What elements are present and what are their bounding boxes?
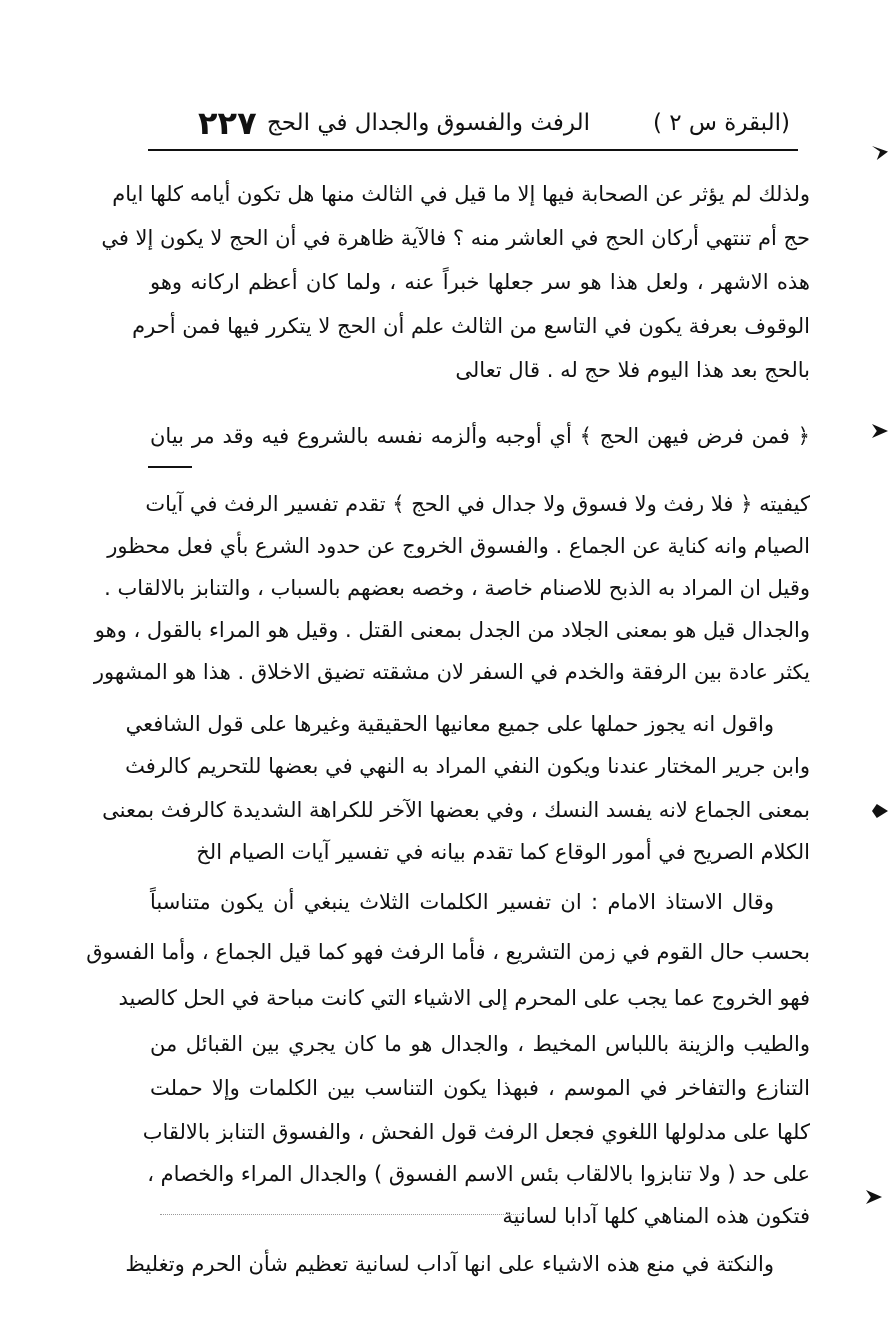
text-line: بحسب حال القوم في زمن التشريع ، فأما الرفث فهو كما قيل الجماع ، وأما الفسوق bbox=[86, 940, 810, 964]
text-line: يكثر عادة بين الرفقة والخدم في السفر لان مشقته تضيق الاخلاق . هذا هو المشهور bbox=[93, 660, 810, 684]
text-line: ولذلك لم يؤثر عن الصحابة فيها إلا ما قيل في الثالث منها هل تكون أيامه كلها ايام bbox=[112, 182, 810, 206]
text-line: حج أم تنتهي أركان الحج في العاشر منه ؟ فالآية ظاهرة في أن الحج لا يكون إلا في bbox=[101, 226, 810, 250]
page-header bbox=[150, 104, 790, 148]
text-line: بمعنى الجماع لانه يفسد النسك ، وفي بعضها الآخر للكراهة الشديدة كالرفث بمعنى bbox=[102, 798, 810, 822]
text-line: هذه الاشهر ، ولعل هذا هو سر جعلها خبراً عنه ، ولما كان أعظم اركانه وهو bbox=[150, 270, 810, 294]
text-line: فهو الخروج عما يجب على المحرم إلى الاشياء التي كانت مباحة في الحل كالصيد bbox=[118, 986, 810, 1010]
text-line: الصيام وانه كناية عن الجماع . والفسوق الخروج عن حدود الشرع بأي فعل محظور bbox=[107, 534, 810, 558]
header-title: الرفث والفسوق والجدال في الحج bbox=[266, 110, 590, 136]
text-line: الكلام الصريح في أمور الوقاع كما تقدم بيانه في تفسير آيات الصيام الخ bbox=[196, 840, 810, 864]
text-line: والنكتة في منع هذه الاشياء على انها آداب لسانية تعظيم شأن الحرم وتغليظ bbox=[125, 1252, 774, 1276]
text-line: بالحج بعد هذا اليوم فلا حج له . قال تعالى bbox=[455, 358, 810, 382]
text-line: التنازع والتفاخر في الموسم ، فبهذا يكون التناسب بين الكلمات وإلا حملت bbox=[150, 1076, 810, 1100]
text-line: كلها على مدلولها اللغوي فجعل الرفث قول الفحش ، والفسوق التنابز بالالقاب bbox=[142, 1120, 810, 1144]
text-line: فتكون هذه المناهي كلها آدابا لسانية bbox=[502, 1204, 810, 1228]
section-divider bbox=[148, 466, 192, 468]
margin-arrow-icon bbox=[872, 146, 888, 160]
header-section-ref: (البقرة س ٢ ) bbox=[652, 110, 790, 136]
text-line: والطيب والزينة باللباس المخيط ، والجدال هو ما كان يجري بين القبائل من bbox=[150, 1032, 810, 1056]
text-line: كيفيته ﴿ فلا رفث ولا فسوق ولا جدال في الحج ﴾ تقدم تفسير الرفث في آيات bbox=[145, 492, 810, 516]
margin-arrow-icon bbox=[866, 1190, 882, 1204]
margin-arrow-icon bbox=[872, 424, 888, 438]
text-line: وابن جرير المختار عندنا ويكون النفي المراد به النهي في بعضها للتحريم كالرفث bbox=[125, 754, 810, 778]
page-number: ٢٢٧ bbox=[198, 104, 257, 142]
text-line: واقول انه يجوز حملها على جميع معانيها الحقيقية وغيرها على قول الشافعي bbox=[125, 712, 774, 736]
header-divider bbox=[148, 149, 798, 151]
text-line: الوقوف بعرفة يكون في التاسع من الثالث علم أن الحج لا يتكرر فيها فمن أحرم bbox=[132, 314, 810, 338]
text-line: على حد ( ولا تنابزوا بالالقاب بئس الاسم الفسوق ) والجدال المراء والخصام ، bbox=[147, 1162, 810, 1186]
text-line: والجدال قيل هو بمعنى الجلاد من الجدل بمعنى القتل . وقيل هو المراء بالقول ، وهو bbox=[94, 618, 810, 642]
margin-arrow-icon bbox=[872, 804, 888, 818]
text-line: وقيل ان المراد به الذبح للاصنام خاصة ، وخصه بعضهم بالسباب ، والتنابز بالالقاب . bbox=[104, 576, 810, 600]
scan-noise bbox=[160, 1214, 520, 1215]
verse-line: ﴿ فمن فرض فيهن الحج ﴾ أي أوجبه وألزمه نفسه بالشروع فيه وقد مر بيان bbox=[150, 424, 810, 448]
text-line: وقال الاستاذ الامام : ان تفسير الكلمات الثلاث ينبغي أن يكون متناسباً bbox=[150, 890, 774, 914]
